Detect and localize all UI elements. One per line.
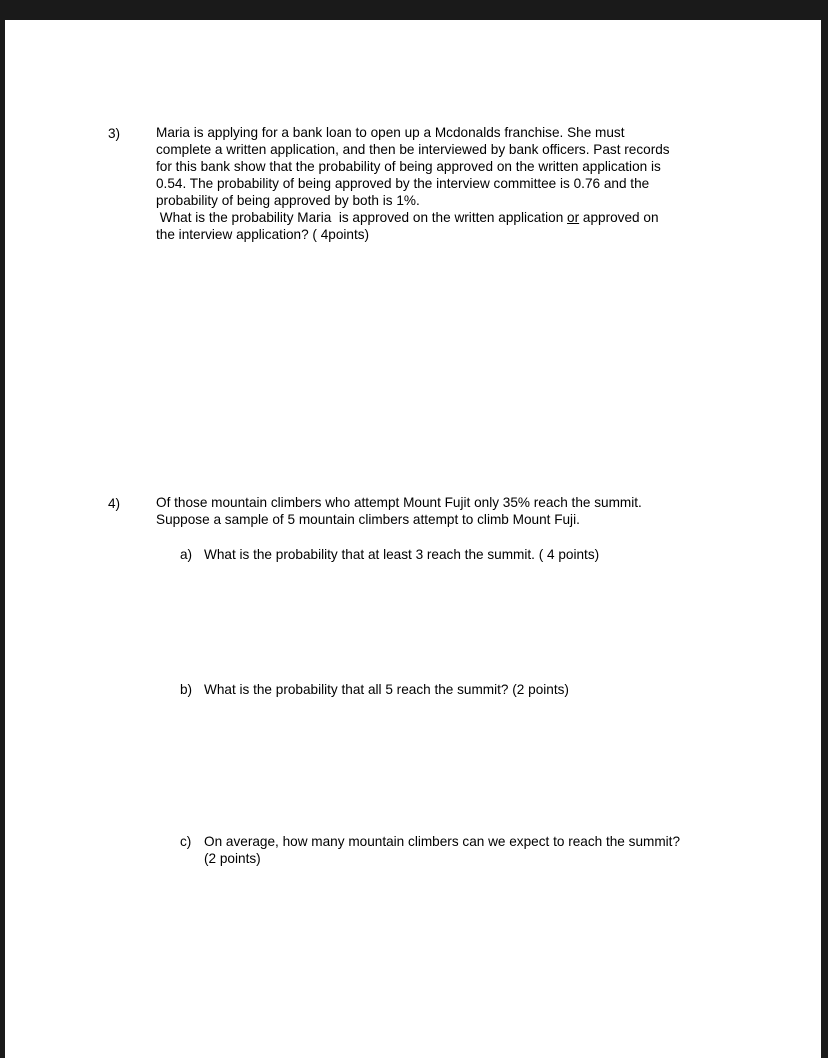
question-3-prompt-end: approved on bbox=[579, 210, 659, 225]
question-4a-text: What is the probability that at least 3 reach the summit. ( 4 points) bbox=[204, 547, 600, 562]
question-4-line: Suppose a sample of 5 mountain climbers attempt to climb Mount Fuji. bbox=[156, 512, 580, 527]
question-3-number: 3) bbox=[108, 126, 121, 141]
question-4-body bbox=[156, 494, 716, 528]
question-3-prompt-start: What is the probability Maria is approved on the written application bbox=[156, 210, 568, 225]
question-4c-label: c) bbox=[180, 834, 192, 849]
question-4b bbox=[180, 681, 725, 698]
question-3-line: Maria is applying for a bank loan to open up a Mcdonalds franchise. She must bbox=[156, 125, 625, 140]
question-4c bbox=[180, 833, 725, 867]
question-3-line: probability of being approved by both is 1%. bbox=[156, 193, 420, 208]
question-4b-text: What is the probability that all 5 reach the summit? (2 points) bbox=[204, 682, 569, 697]
question-4a-label: a) bbox=[180, 547, 193, 562]
question-4a bbox=[180, 546, 725, 563]
question-4-number: 4) bbox=[108, 496, 121, 511]
question-4-line: Of those mountain climbers who attempt Mount Fujit only 35% reach the summit. bbox=[156, 495, 642, 510]
document-page bbox=[5, 20, 821, 1058]
question-3-body bbox=[156, 124, 716, 243]
question-4b-label: b) bbox=[180, 682, 193, 697]
question-3-prompt bbox=[156, 209, 716, 226]
question-3-prompt-or: or bbox=[567, 210, 580, 225]
question-3-line: for this bank show that the probability of being approved on the written application is bbox=[156, 159, 661, 174]
question-3-prompt-line2: the interview application? ( 4points) bbox=[156, 227, 370, 242]
question-3-line: 0.54. The probability of being approved by the interview committee is 0.76 and the bbox=[156, 176, 650, 191]
question-3-line: complete a written application, and then be interviewed by bank officers. Past records bbox=[156, 142, 670, 157]
question-4c-text: On average, how many mountain climbers can we expect to reach the summit? bbox=[204, 834, 681, 849]
question-4c-text-line2: (2 points) bbox=[204, 851, 261, 866]
